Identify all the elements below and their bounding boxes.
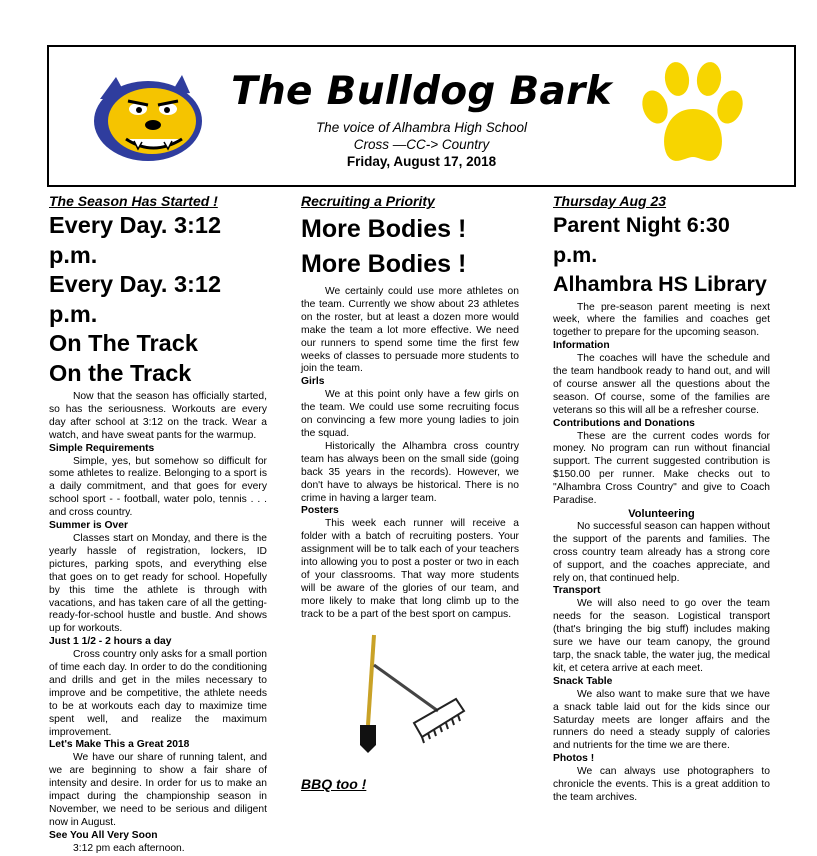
headline: On the Track xyxy=(49,359,192,386)
subheading: Contributions and Donations xyxy=(553,417,695,429)
subheading: Photos ! xyxy=(553,753,595,765)
paragraph: This week each runner will receive a folder with a batch of recruiting posters. Your assignment will be to talk each of your teachers into allowing you to post a poster or two in each of your classrooms. That way more students will be aware of the glories of our team, and more likely to make that long climb up to the track to be a part of the best sport on campus. xyxy=(301,518,519,620)
paragraph: We also want to make sure that we have a snack table laid out for the kids since our Saturday meets are longer affairs and the runners do need a steady supply of calories and nutrients for the time we are there. xyxy=(553,688,770,752)
column-recruiting xyxy=(301,193,519,622)
headline: More Bodies ! xyxy=(301,215,467,243)
column-parent-night xyxy=(553,193,770,805)
headline: Every Day. 3:12 p.m. xyxy=(49,271,222,327)
section-heading: Recruiting a Priority xyxy=(301,193,435,209)
subheading: Summer is Over xyxy=(49,520,128,532)
headline: Every Day. 3:12 p.m. xyxy=(49,212,222,268)
paragraph: The pre-season parent meeting is next week, where the families and coaches get together to prepare for the upcoming season. xyxy=(553,301,770,339)
paragraph: We will also need to go over the team needs for the season. Logistical transport (that's bringing the big stuff) includes making sure we have our team canopy, the ground tarp, the snack table, the water jug, the medical kit, et cetera arrive at each meet. xyxy=(553,598,770,674)
headline: More Bodies ! xyxy=(301,250,467,278)
issue-date: Friday, August 17, 2018 xyxy=(346,154,497,169)
paragraph: No successful season can happen without the support of the parents and families. The cross country team already has a strong core of support, and the coaches appreciate, and rely on, that continued help. xyxy=(553,520,770,584)
subheading: See You All Very Soon xyxy=(49,829,158,841)
headline: On The Track xyxy=(49,330,198,356)
paragraph: Now that the season has officially started, so has the seriousness. Workouts are every day after school at 3:12 on the track. Wear a watch, and have sweat pants for the warmup. xyxy=(49,391,267,441)
paragraph: We certainly could use more athletes on the team. Currently we show about 23 athletes on the roster, but at least a dozen more would make the team a lot more effective. We need our runners to spend some time the first few weeks of classes to persuade more students to join the team. xyxy=(301,286,519,375)
newsletter-title: The Bulldog Bark xyxy=(231,69,612,114)
subheading: Transport xyxy=(553,585,601,597)
paragraph: Cross country only asks for a small portion of time each day. In order to do the conditioning and drills and get in the miles necessary to improve and be competitive, the athlete needs to be at workouts each day to maximize time spent well, and realize the maximum improvement. xyxy=(49,649,267,738)
subheading: Just 1 1/2 - 2 hours a day xyxy=(49,636,172,648)
subheading: Volunteering xyxy=(628,508,695,520)
subheading: Information xyxy=(553,340,610,352)
section-heading: The Season Has Started ! xyxy=(49,193,218,209)
paragraph: Classes start on Monday, and there is the yearly hassle of registration, lockers, ID pictures, parking spots, and everything else that goes on to get ready for school. Hopefully by this time the athlete is through with vacations, and has taken care of all the getting-ready-for-school hustle and bustle. And shows up for workouts. xyxy=(49,532,267,635)
subheading: Posters xyxy=(301,505,339,517)
headline: Alhambra HS Library xyxy=(553,272,767,296)
paragraph: We can always use photographers to chronicle the events. This is a great addition to the team archives. xyxy=(553,766,770,803)
headline: Parent Night 6:30 p.m. xyxy=(553,213,730,267)
subheading: Snack Table xyxy=(553,675,613,687)
paragraph: These are the current codes words for money. No program can run without financial support. The current suggested contribution is $150.00 per runner. Make checks out to "Alhambra Cross Country" and give to Coach Paradise. xyxy=(553,430,770,507)
masthead xyxy=(47,45,796,187)
subtitle-line-2: Cross —CC-> Country xyxy=(353,137,490,152)
shovel-and-rake-icon xyxy=(340,633,480,757)
paragraph: Historically the Alhambra cross country team has always been on the small side (going back 35 years in the records). However, we don't have to always be historical. There is no crime in having a larger team. xyxy=(301,440,519,504)
subheading: Let's Make This a Great 2018 xyxy=(49,739,190,751)
paw-print-icon xyxy=(637,59,747,171)
column-season xyxy=(49,193,267,856)
subheading: Simple Requirements xyxy=(49,442,155,454)
section-heading-bbq: BBQ too ! xyxy=(301,776,367,792)
paragraph: The coaches will have the schedule and the team handbook ready to hand out, and will of course answer all the questions about the season. Of course, some of the families are veterans so this will all be a refresher course. xyxy=(553,353,770,416)
paragraph: We at this point only have a few girls on the team. We could use some recruiting focus on convincing a few more young ladies to join the squad. xyxy=(301,389,519,439)
paragraph: Simple, yes, but somehow so difficult for some athletes to realize. Belonging to a sport is a daily commitment, and that goes for every school sport - - football, water polo, tennis . . . and cross country. xyxy=(49,455,267,519)
paragraph: We have our share of running talent, and we are beginning to show a fair share of intensity and desire. In order for us to make an impact during the championship season in November, we need to be serious and diligent now in August. xyxy=(49,752,267,828)
subheading: Girls xyxy=(301,376,325,388)
subtitle-line-1: The voice of Alhambra High School xyxy=(315,120,528,135)
section-heading: Thursday Aug 23 xyxy=(553,193,667,209)
paragraph: 3:12 pm each afternoon. xyxy=(73,842,185,854)
